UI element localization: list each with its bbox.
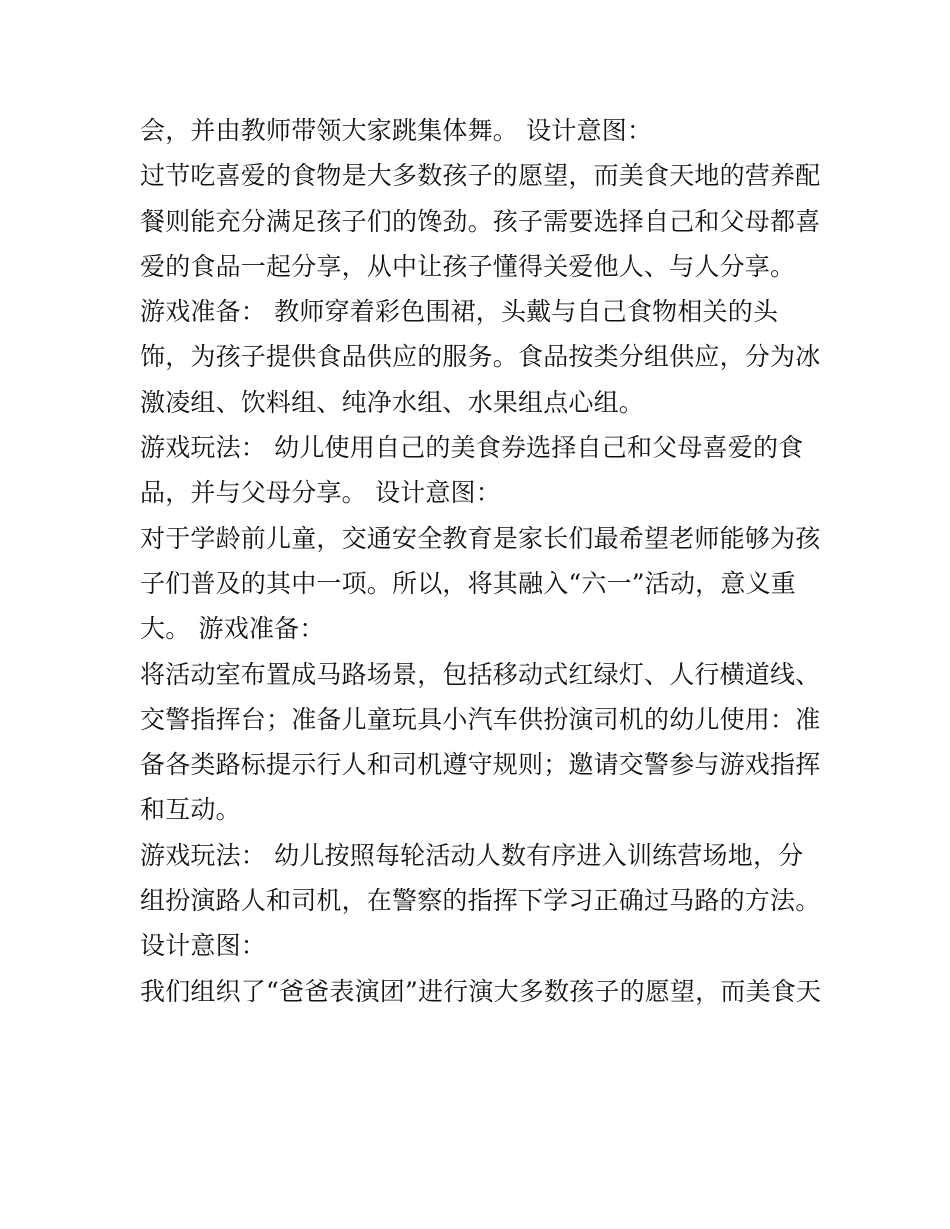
- text-line: 组扮演路人和司机，在警察的指挥下学习正确过马路的方法。: [140, 886, 821, 916]
- text-line: 过节吃喜爱的食物是大多数孩子的愿望，而美食天地的营养配: [140, 161, 821, 191]
- text-line: 会，并由教师带领大家跳集体舞。 设计意图：: [140, 116, 653, 145]
- text-line: 子们普及的其中一项。所以，将其融入“六一”活动，意义重: [140, 568, 796, 598]
- text-line: 爱的食品一起分享，从中让孩子懂得关爱他人、与人分享。: [140, 251, 796, 281]
- body-text: [140, 108, 820, 1014]
- text-line: 餐则能充分满足孩子们的馋劲。孩子需要选择自己和父母都喜: [140, 206, 821, 236]
- text-line: 对于学龄前儿童，交通安全教育是家长们最希望老师能够为孩: [140, 523, 821, 553]
- text-line: 品，并与父母分享。 设计意图：: [140, 478, 501, 508]
- text-line: 游戏玩法： 幼儿按照每轮活动人数有序进入训练营场地，分: [140, 840, 804, 870]
- text-line: 游戏准备： 教师穿着彩色围裙，头戴与自己食物相关的头: [140, 297, 779, 327]
- text-line: 激凌组、饮料组、纯净水组、水果组点心组。: [140, 387, 645, 417]
- text-line: 游戏玩法： 幼儿使用自己的美食券选择自己和父母喜爱的食: [140, 433, 804, 463]
- text-line: 将活动室布置成马路场景，包括移动式红绿灯、人行横道线、: [140, 659, 821, 689]
- text-line: 备各类路标提示行人和司机遵守规则；邀请交警参与游戏指挥: [140, 750, 821, 780]
- text-line: 和互动。: [140, 795, 241, 825]
- text-line: 我们组织了“爸爸表演团”进行演大多数孩子的愿望，而美食天: [140, 976, 822, 1006]
- text-line: 大。 游戏准备：: [140, 614, 325, 644]
- text-line: 交警指挥台；准备儿童玩具小汽车供扮演司机的幼儿使用：准: [140, 704, 821, 734]
- text-line: 饰，为孩子提供食品供应的服务。食品按类分组供应，分为冰: [140, 342, 821, 372]
- text-line: 设计意图：: [140, 931, 267, 961]
